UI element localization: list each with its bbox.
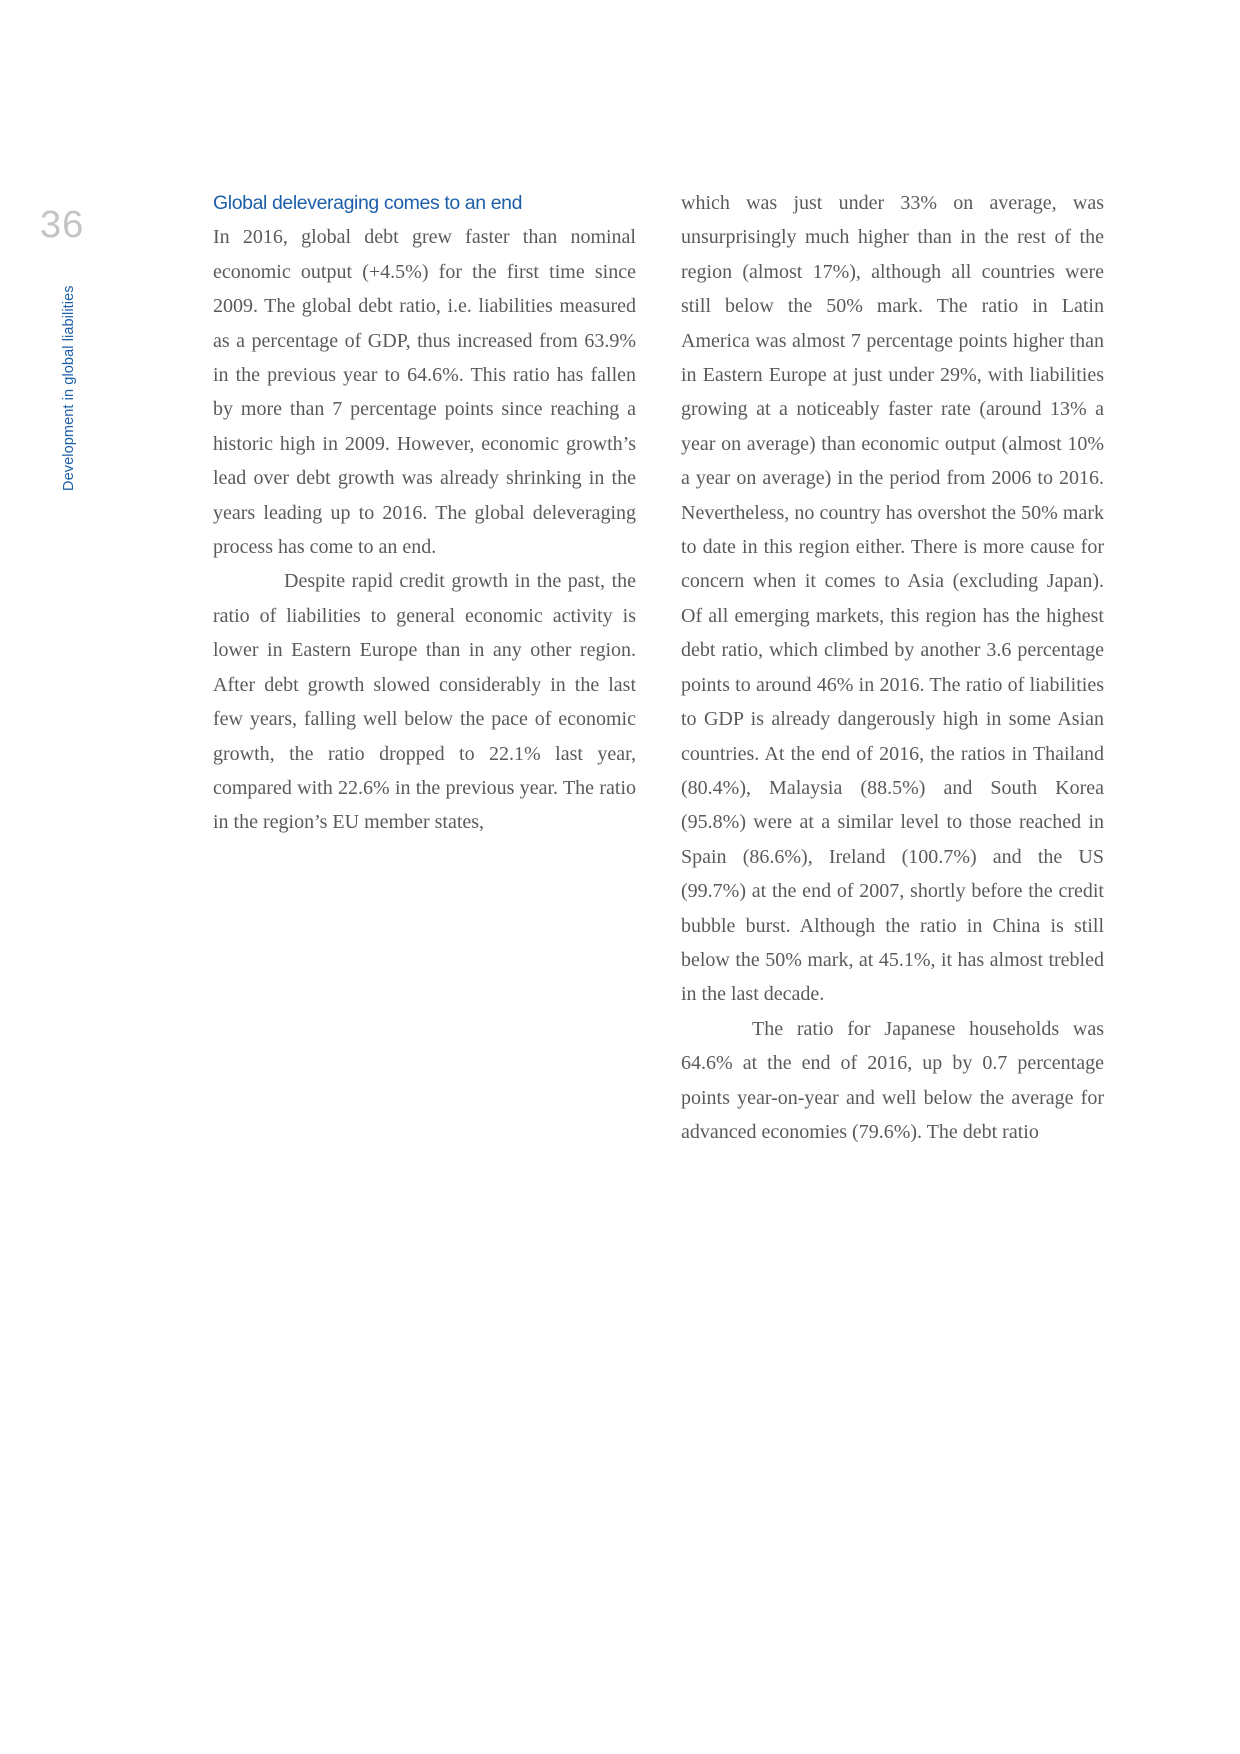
body-paragraph: In 2016, global debt grew faster than nominal economic output (+4.5%) for the first time since 2009. The global debt ratio, i.e. liabilities measured as a percentage of GDP, thus increased from 63.9% in the previous year to 64.6%. This ratio has fallen by more than 7 percentage points since reaching a historic high in 2009. However, economic growth’s lead over debt growth was already shrinking in the years leading up to 2016. The global deleveraging process has come to an end. [213,226,636,559]
right-column [681,186,1104,1149]
running-head: Development in global liabilities [61,285,77,491]
left-column [213,186,636,840]
page-number: 36 [40,204,85,246]
body-paragraph: The ratio for Japanese households was 64.6% at the end of 2016, up by 0.7 percentage points year-on-year and well below the average for advanced economies (79.6%). The debt ratio [681,1017,1104,1143]
body-paragraph: Despite rapid credit growth in the past, the ratio of liabilities to general economic activity is lower in Eastern Europe than in any other region. After debt growth slowed considerably in the last few years, falling well below the pace of economic growth, the ratio dropped to 22.1% last year, compared with 22.6% in the previous year. The ratio in the region’s EU member states, [213,570,636,834]
section-heading: Global deleveraging comes to an end [213,192,523,214]
body-paragraph: which was just under 33% on average, was unsurprisingly much higher than in the rest of the region (almost 17%), although all countries were still below the 50% mark. The ratio in Latin America was almost 7 percentage points higher than in Eastern Europe at just under 29%, with liabilities growing at a noticeably faster rate (around 13% a year on average) than economic output (almost 10% a year on average) in the period from 2006 to 2016. Nevertheless, no country has overshot the 50% mark to date in this region either. There is more cause for concern when it comes to Asia (excluding Japan). Of all emerging markets, this region has the highest debt ratio, which climbed by another 3.6 percentage points to around 46% in 2016. The ratio of liabilities to GDP is already dangerously high in some Asian countries. At the end of 2016, the ratios in Thailand (80.4%), Malaysia (88.5%) and South Korea (95.8%) were at a similar level to those reached in Spain (86.6%), Ireland (100.7%) and the US (99.7%) at the end of 2007, shortly before the credit bubble burst. Although the ratio in China is still below the 50% mark, at 45.1%, it has almost trebled in the last decade. [681,192,1104,1006]
